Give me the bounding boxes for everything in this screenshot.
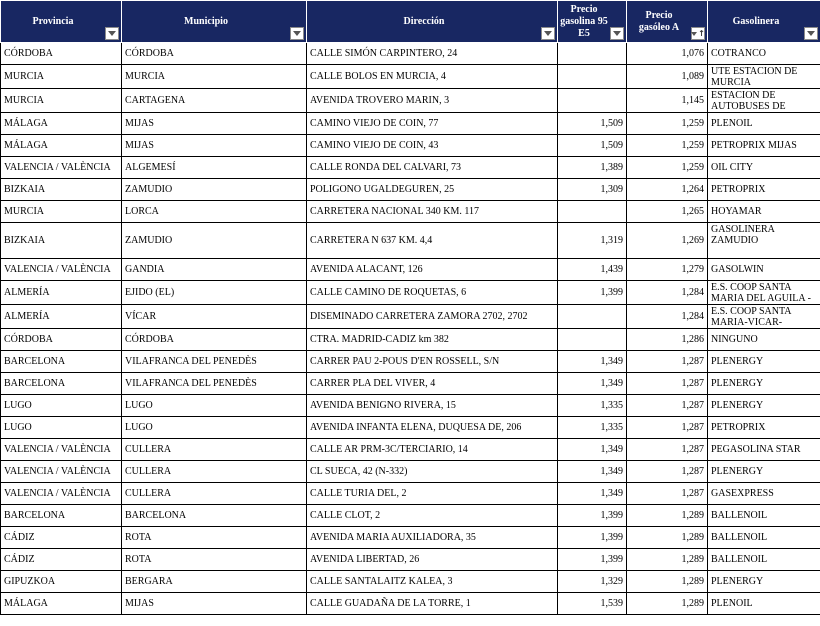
cell-precio-gasolina[interactable]: 1,349 — [558, 351, 627, 373]
cell-municipio[interactable]: GANDIA — [122, 259, 307, 281]
cell-municipio[interactable]: ROTA — [122, 549, 307, 571]
cell-precio-gasolina[interactable]: 1,349 — [558, 483, 627, 505]
cell-direccion[interactable]: CTRA. MADRID-CADIZ km 382 — [307, 329, 558, 351]
cell-precio-gasoleo[interactable]: 1,264 — [627, 179, 708, 201]
cell-gasolinera[interactable]: OIL CITY — [708, 157, 820, 179]
cell-provincia[interactable]: ALMERÍA — [1, 281, 122, 305]
cell-municipio[interactable]: MIJAS — [122, 593, 307, 615]
column-header-label: Municipio — [184, 15, 228, 27]
cell-precio-gasolina[interactable]: 1,349 — [558, 461, 627, 483]
cell-provincia[interactable]: ALMERÍA — [1, 305, 122, 329]
table-row — [1, 395, 820, 417]
cell-gasolinera[interactable]: PETROPRIX — [708, 417, 820, 439]
cell-precio-gasolina[interactable]: 1,399 — [558, 505, 627, 527]
cell-provincia[interactable]: VALENCIA / VALÈNCIA — [1, 461, 122, 483]
filter-dropdown-button[interactable] — [290, 27, 304, 40]
cell-municipio[interactable]: CÓRDOBA — [122, 329, 307, 351]
cell-municipio[interactable]: VILAFRANCA DEL PENEDÈS — [122, 373, 307, 395]
cell-provincia[interactable]: CÁDIZ — [1, 549, 122, 571]
cell-precio-gasoleo[interactable]: 1,089 — [627, 65, 708, 89]
table-row — [1, 527, 820, 549]
cell-provincia[interactable]: BIZKAIA — [1, 223, 122, 259]
table-row — [1, 259, 820, 281]
column-header-label: Dirección — [403, 15, 445, 27]
cell-municipio[interactable]: CARTAGENA — [122, 89, 307, 113]
cell-municipio[interactable]: LUGO — [122, 395, 307, 417]
cell-municipio[interactable]: VILAFRANCA DEL PENEDÈS — [122, 351, 307, 373]
cell-precio-gasolina[interactable]: 1,399 — [558, 281, 627, 305]
cell-precio-gasolina[interactable]: 1,329 — [558, 571, 627, 593]
cell-precio-gasolina[interactable] — [558, 201, 627, 223]
cell-precio-gasolina[interactable]: 1,399 — [558, 527, 627, 549]
cell-precio-gasoleo[interactable]: 1,289 — [627, 549, 708, 571]
cell-gasolinera[interactable]: PETROPRIX MIJAS — [708, 135, 820, 157]
cell-municipio[interactable]: ROTA — [122, 527, 307, 549]
cell-direccion[interactable]: CALLE CAMINO DE ROQUETAS, 6 — [307, 281, 558, 305]
cell-municipio[interactable]: CULLERA — [122, 483, 307, 505]
cell-direccion[interactable]: CARRER PLA DEL VIVER, 4 — [307, 373, 558, 395]
cell-municipio[interactable]: CÓRDOBA — [122, 43, 307, 65]
cell-precio-gasolina[interactable]: 1,389 — [558, 157, 627, 179]
cell-precio-gasolina[interactable]: 1,335 — [558, 417, 627, 439]
cell-precio-gasoleo[interactable]: 1,287 — [627, 417, 708, 439]
sort-ascending-icon: ↑ — [698, 28, 705, 38]
cell-precio-gasolina[interactable] — [558, 89, 627, 113]
cell-gasolinera[interactable]: PLENERGY — [708, 395, 820, 417]
cell-direccion[interactable]: CARRER PAU 2-POUS D'EN ROSSELL, S/N — [307, 351, 558, 373]
cell-direccion[interactable]: AVENIDA MARIA AUXILIADORA, 35 — [307, 527, 558, 549]
column-header-label: Gasolinera — [732, 15, 780, 27]
cell-precio-gasoleo[interactable]: 1,259 — [627, 113, 708, 135]
filter-dropdown-button[interactable] — [105, 27, 119, 40]
table-row — [1, 593, 820, 615]
cell-direccion[interactable]: POLIGONO UGALDEGUREN, 25 — [307, 179, 558, 201]
cell-direccion[interactable]: CALLE CLOT, 2 — [307, 505, 558, 527]
cell-precio-gasoleo[interactable]: 1,145 — [627, 89, 708, 113]
cell-precio-gasolina[interactable]: 1,509 — [558, 135, 627, 157]
table-row — [1, 223, 820, 259]
table-row — [1, 135, 820, 157]
cell-direccion[interactable]: CALLE BOLOS EN MURCIA, 4 — [307, 65, 558, 89]
table-row — [1, 373, 820, 395]
cell-provincia[interactable]: MURCIA — [1, 201, 122, 223]
cell-direccion[interactable]: DISEMINADO CARRETERA ZAMORA 2702, 2702 — [307, 305, 558, 329]
table-row — [1, 439, 820, 461]
cell-precio-gasolina[interactable]: 1,399 — [558, 549, 627, 571]
column-header-label: Provincia — [32, 15, 74, 27]
cell-precio-gasoleo[interactable]: 1,269 — [627, 223, 708, 259]
cell-precio-gasoleo[interactable]: 1,287 — [627, 351, 708, 373]
cell-provincia[interactable]: MÁLAGA — [1, 113, 122, 135]
table-row — [1, 201, 820, 223]
table-row — [1, 305, 820, 329]
table-row — [1, 157, 820, 179]
cell-provincia[interactable]: BIZKAIA — [1, 179, 122, 201]
cell-municipio[interactable]: VÍCAR — [122, 305, 307, 329]
cell-direccion[interactable]: CALLE SIMÓN CARPINTERO, 24 — [307, 43, 558, 65]
cell-gasolinera[interactable]: ESTACION DE AUTOBUSES DE — [708, 89, 820, 113]
cell-provincia[interactable]: BARCELONA — [1, 373, 122, 395]
chevron-down-icon — [613, 31, 621, 36]
cell-provincia[interactable]: BARCELONA — [1, 351, 122, 373]
cell-municipio[interactable]: MIJAS — [122, 135, 307, 157]
cell-direccion[interactable]: CAMINO VIEJO DE COIN, 43 — [307, 135, 558, 157]
cell-precio-gasolina[interactable] — [558, 43, 627, 65]
filter-sort-dropdown-button[interactable] — [691, 27, 705, 40]
cell-direccion[interactable]: AVENIDA ALACANT, 126 — [307, 259, 558, 281]
chevron-down-icon — [807, 31, 815, 36]
cell-municipio[interactable]: MIJAS — [122, 113, 307, 135]
cell-gasolinera[interactable]: NINGUNO — [708, 329, 820, 351]
cell-direccion[interactable]: CAMINO VIEJO DE COIN, 77 — [307, 113, 558, 135]
cell-gasolinera[interactable]: E.S. COOP SANTA MARIA DEL AGUILA - — [708, 281, 820, 305]
cell-gasolinera[interactable]: COTRANCO — [708, 43, 820, 65]
cell-direccion[interactable]: AVENIDA BENIGNO RIVERA, 15 — [307, 395, 558, 417]
cell-provincia[interactable]: CÓRDOBA — [1, 43, 122, 65]
cell-precio-gasoleo[interactable]: 1,287 — [627, 461, 708, 483]
table-row — [1, 65, 820, 89]
cell-precio-gasolina[interactable]: 1,319 — [558, 223, 627, 259]
cell-direccion[interactable]: CALLE GUADAÑA DE LA TORRE, 1 — [307, 593, 558, 615]
cell-precio-gasoleo[interactable]: 1,286 — [627, 329, 708, 351]
cell-provincia[interactable]: VALENCIA / VALÈNCIA — [1, 439, 122, 461]
cell-gasolinera[interactable]: PLENERGY — [708, 351, 820, 373]
chevron-down-icon — [544, 31, 552, 36]
column-header-precio-gasolina — [558, 1, 627, 43]
column-header-provincia — [1, 1, 122, 43]
cell-precio-gasoleo[interactable]: 1,076 — [627, 43, 708, 65]
table-row — [1, 179, 820, 201]
cell-gasolinera[interactable]: PLENOIL — [708, 593, 820, 615]
cell-provincia[interactable]: VALENCIA / VALÈNCIA — [1, 483, 122, 505]
table-row — [1, 549, 820, 571]
cell-provincia[interactable]: MÁLAGA — [1, 593, 122, 615]
cell-direccion[interactable]: CALLE TURIA DEL, 2 — [307, 483, 558, 505]
cell-municipio[interactable]: CULLERA — [122, 439, 307, 461]
cell-provincia[interactable]: LUGO — [1, 417, 122, 439]
cell-gasolinera[interactable]: BALLENOIL — [708, 505, 820, 527]
cell-precio-gasoleo[interactable]: 1,265 — [627, 201, 708, 223]
cell-municipio[interactable]: LORCA — [122, 201, 307, 223]
cell-provincia[interactable]: CÁDIZ — [1, 527, 122, 549]
cell-direccion[interactable]: CALLE RONDA DEL CALVARI, 73 — [307, 157, 558, 179]
table-row — [1, 329, 820, 351]
cell-precio-gasoleo[interactable]: 1,289 — [627, 571, 708, 593]
cell-precio-gasoleo[interactable]: 1,287 — [627, 373, 708, 395]
cell-municipio[interactable]: ZAMUDIO — [122, 179, 307, 201]
column-header-precio-gasoleo — [627, 1, 708, 43]
cell-gasolinera[interactable]: PLENOIL — [708, 113, 820, 135]
cell-direccion[interactable]: CARRETERA NACIONAL 340 KM. 117 — [307, 201, 558, 223]
cell-direccion[interactable]: CALLE AR PRM-3C/TERCIARIO, 14 — [307, 439, 558, 461]
cell-gasolinera[interactable]: PEGASOLINA STAR — [708, 439, 820, 461]
cell-direccion[interactable]: AVENIDA TROVERO MARIN, 3 — [307, 89, 558, 113]
cell-precio-gasolina[interactable]: 1,309 — [558, 179, 627, 201]
column-header-label: Precio gasolina 95 E5 — [560, 3, 608, 39]
cell-provincia[interactable]: LUGO — [1, 395, 122, 417]
cell-precio-gasoleo[interactable]: 1,289 — [627, 527, 708, 549]
cell-precio-gasoleo[interactable]: 1,284 — [627, 281, 708, 305]
cell-gasolinera[interactable]: GASOLWIN — [708, 259, 820, 281]
cell-precio-gasolina[interactable]: 1,335 — [558, 395, 627, 417]
table-header — [1, 1, 820, 43]
cell-gasolinera[interactable]: UTE ESTACION DE MURCIA — [708, 65, 820, 89]
cell-municipio[interactable]: ZAMUDIO — [122, 223, 307, 259]
column-header-gasolinera — [708, 1, 820, 43]
cell-provincia[interactable]: GIPUZKOA — [1, 571, 122, 593]
column-header-direccion — [307, 1, 558, 43]
table-row — [1, 43, 820, 65]
cell-precio-gasoleo[interactable]: 1,259 — [627, 157, 708, 179]
cell-direccion[interactable]: CL SUECA, 42 (N-332) — [307, 461, 558, 483]
cell-provincia[interactable]: MURCIA — [1, 89, 122, 113]
chevron-down-icon — [293, 31, 301, 36]
cell-gasolinera[interactable]: PLENERGY — [708, 373, 820, 395]
cell-provincia[interactable]: VALENCIA / VALÈNCIA — [1, 259, 122, 281]
cell-gasolinera[interactable]: GASEXPRESS — [708, 483, 820, 505]
cell-gasolinera[interactable]: PLENERGY — [708, 461, 820, 483]
table-row — [1, 505, 820, 527]
table-row — [1, 571, 820, 593]
cell-precio-gasoleo[interactable]: 1,279 — [627, 259, 708, 281]
cell-precio-gasolina[interactable]: 1,509 — [558, 113, 627, 135]
cell-direccion[interactable]: AVENIDA LIBERTAD, 26 — [307, 549, 558, 571]
table-row — [1, 113, 820, 135]
table-body — [1, 43, 820, 615]
cell-municipio[interactable]: EJIDO (EL) — [122, 281, 307, 305]
table-row — [1, 89, 820, 113]
cell-precio-gasolina[interactable] — [558, 329, 627, 351]
chevron-down-icon — [691, 32, 697, 36]
cell-precio-gasolina[interactable]: 1,439 — [558, 259, 627, 281]
table-row — [1, 483, 820, 505]
cell-provincia[interactable]: CÓRDOBA — [1, 329, 122, 351]
cell-precio-gasolina[interactable] — [558, 65, 627, 89]
cell-direccion[interactable]: CARRETERA N 637 KM. 4,4 — [307, 223, 558, 259]
cell-direccion[interactable]: CALLE SANTALAITZ KALEA, 3 — [307, 571, 558, 593]
cell-precio-gasoleo[interactable]: 1,289 — [627, 505, 708, 527]
cell-gasolinera[interactable]: PLENERGY — [708, 571, 820, 593]
filter-dropdown-button[interactable] — [610, 27, 624, 40]
table-row — [1, 351, 820, 373]
cell-gasolinera[interactable]: GASOLINERA ZAMUDIO — [708, 223, 820, 259]
cell-municipio[interactable]: LUGO — [122, 417, 307, 439]
cell-precio-gasolina[interactable] — [558, 305, 627, 329]
cell-gasolinera[interactable]: HOYAMAR — [708, 201, 820, 223]
chevron-down-icon — [108, 31, 116, 36]
column-header-municipio — [122, 1, 307, 43]
table-row — [1, 281, 820, 305]
cell-provincia[interactable]: VALENCIA / VALÈNCIA — [1, 157, 122, 179]
cell-municipio[interactable]: MURCIA — [122, 65, 307, 89]
cell-provincia[interactable]: BARCELONA — [1, 505, 122, 527]
cell-precio-gasoleo[interactable]: 1,259 — [627, 135, 708, 157]
cell-provincia[interactable]: MÁLAGA — [1, 135, 122, 157]
cell-precio-gasolina[interactable]: 1,349 — [558, 439, 627, 461]
cell-municipio[interactable]: BARCELONA — [122, 505, 307, 527]
cell-gasolinera[interactable]: BALLENOIL — [708, 527, 820, 549]
column-header-label: Precio gasóleo A — [638, 9, 680, 33]
cell-precio-gasoleo[interactable]: 1,289 — [627, 593, 708, 615]
cell-municipio[interactable]: CULLERA — [122, 461, 307, 483]
cell-provincia[interactable]: MURCIA — [1, 65, 122, 89]
cell-precio-gasoleo[interactable]: 1,287 — [627, 483, 708, 505]
table-row — [1, 461, 820, 483]
filter-dropdown-button[interactable] — [541, 27, 555, 40]
cell-gasolinera[interactable]: BALLENOIL — [708, 549, 820, 571]
cell-gasolinera[interactable]: E.S. COOP SANTA MARIA-VICAR- — [708, 305, 820, 329]
cell-precio-gasoleo[interactable]: 1,287 — [627, 439, 708, 461]
cell-precio-gasolina[interactable]: 1,539 — [558, 593, 627, 615]
cell-municipio[interactable]: BERGARA — [122, 571, 307, 593]
filter-dropdown-button[interactable] — [804, 27, 818, 40]
cell-precio-gasolina[interactable]: 1,349 — [558, 373, 627, 395]
cell-precio-gasoleo[interactable]: 1,284 — [627, 305, 708, 329]
cell-precio-gasoleo[interactable]: 1,287 — [627, 395, 708, 417]
table-row — [1, 417, 820, 439]
cell-gasolinera[interactable]: PETROPRIX — [708, 179, 820, 201]
cell-municipio[interactable]: ALGEMESÍ — [122, 157, 307, 179]
cell-direccion[interactable]: AVENIDA INFANTA ELENA, DUQUESA DE, 206 — [307, 417, 558, 439]
